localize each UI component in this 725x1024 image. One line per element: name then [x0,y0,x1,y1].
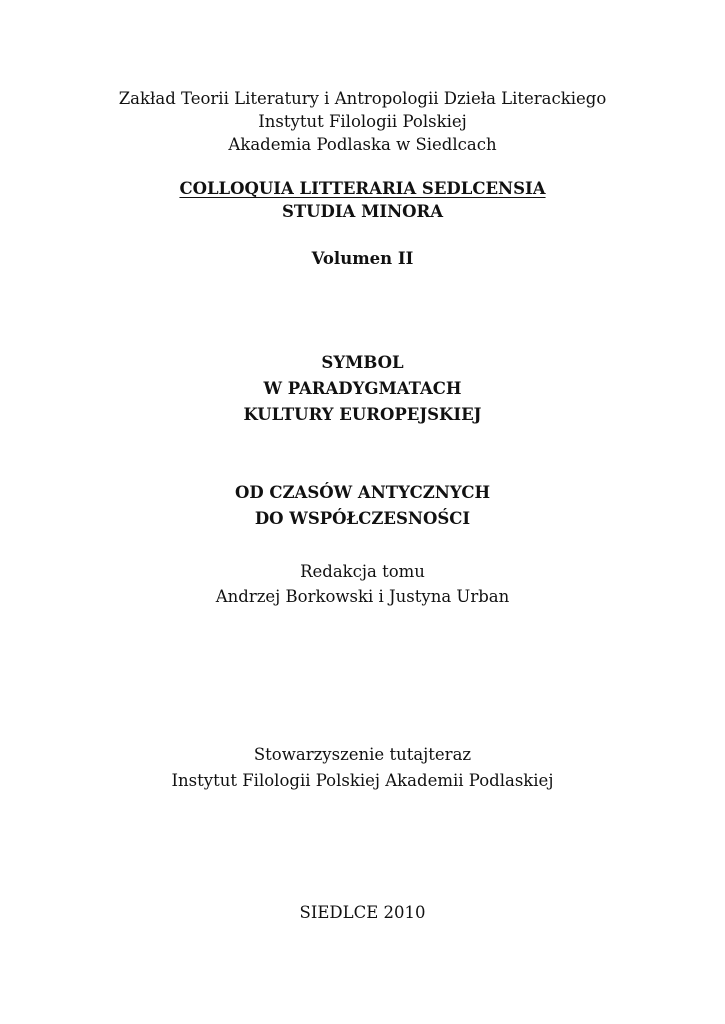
academy-name: Akademia Podlaska w Siedlcach [228,135,497,154]
series-title: COLLOQUIA LITTERARIA SEDLCENSIA [179,179,546,198]
book-title-line-1: SYMBOL [321,353,404,372]
editors-names: Andrzej Borkowski i Justyna Urban [215,587,510,606]
publisher-institute: Instytut Filologii Polskiej Akademii Podlaskiej [171,771,554,790]
book-title-line-3: KULTURY EUROPEJSKIEJ [243,405,482,424]
place-and-year: SIEDLCE 2010 [299,903,426,922]
institute-name: Instytut Filologii Polskiej [258,112,467,131]
series-subtitle: STUDIA MINORA [281,202,444,221]
publisher-association: Stowarzyszenie tutajteraz [253,745,472,764]
book-subtitle-line-1: OD CZASÓW ANTYCZNYCH [234,483,491,502]
book-title-line-2: W PARADYGMATACH [263,379,462,398]
department-name: Zakład Teorii Literatury i Antropologii Dzieła Literackiego [118,89,607,108]
editors-label: Redakcja tomu [300,562,425,581]
book-subtitle-line-2: DO WSPÓŁCZESNOŚCI [254,509,471,528]
volume-number: Volumen II [311,249,414,268]
